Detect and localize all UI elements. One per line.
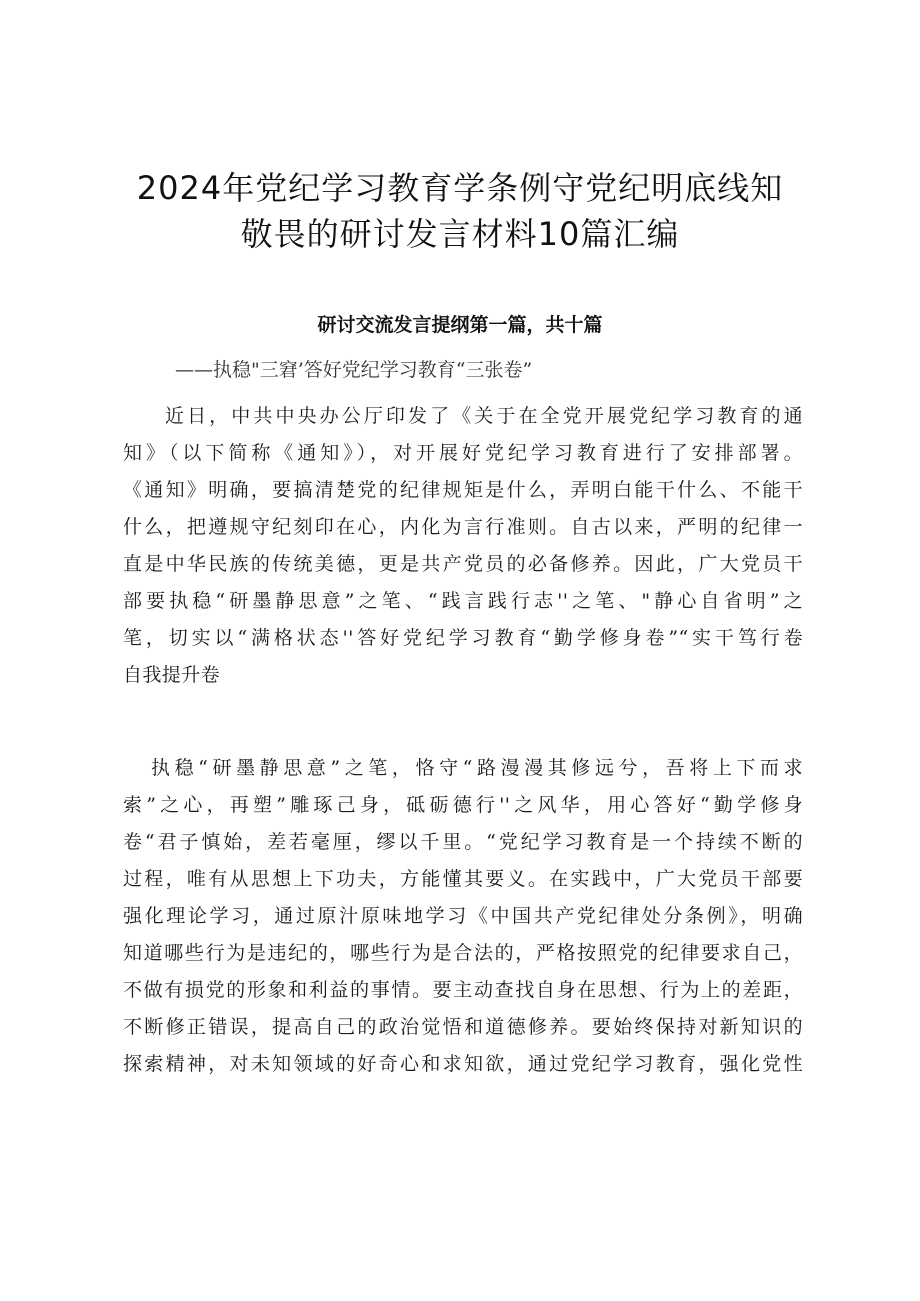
paragraph-line: 《通知》明确，要搞清楚党的纪律规矩是什么，弄明白能干什么、不能干 — [123, 479, 803, 501]
section-subtitle: 研讨交流发言提纲第一篇，共十篇 — [317, 314, 603, 336]
title-line-1: 2024年党纪学习教育学条例守党纪明底线知 — [136, 169, 784, 207]
paragraph-line: 近日，中共中央办公厅印发了《关于在全党开展党纪学习教育的通 — [165, 405, 803, 427]
section-byline: ——执稳"三窘’答好党纪学习教育“三张卷” — [175, 359, 533, 381]
paragraph-line: 索”之心，再塑”雕琢己身，砥砺德行''之风华，用心答好“勤学修身 — [123, 794, 803, 816]
paragraph-1 — [123, 398, 803, 694]
paragraph-line: 探索精神，对未知领域的好奇心和求知欲，通过党纪学习教育，强化党性 — [123, 1053, 803, 1075]
document-title — [0, 165, 920, 257]
paragraph-line: 执稳“研墨静思意”之笔，恪守“路漫漫其修远兮，吾将上下而求 — [151, 757, 803, 779]
paragraph-line: 不断修正错误，提高自己的政治觉悟和道德修养。要始终保持对新知识的 — [123, 1016, 803, 1038]
paragraph-line: 什么，把遵规守纪刻印在心，内化为言行准则。自古以来，严明的纪律一 — [123, 516, 803, 538]
paragraph-line: 强化理论学习，通过原汁原味地学习《中国共产党纪律处分条例》，明确 — [123, 905, 803, 927]
paragraph-line: 知》（以下简称《通知》），对开展好党纪学习教育进行了安排部署。 — [123, 442, 803, 464]
paragraph-line: 自我提升卷 — [123, 664, 221, 686]
paragraph-line: 笔，切实以“满格状态''答好党纪学习教育“勤学修身卷”“实干笃行卷 — [123, 627, 803, 649]
paragraph-line: 卷“君子慎始，差若毫厘，缪以千里。“党纪学习教育是一个持续不断的 — [123, 831, 803, 853]
paragraph-line: 过程，唯有从思想上下功夫，方能懂其要义。在实践中，广大党员干部要 — [123, 868, 803, 890]
paragraph-line: 部要执稳“研墨静思意”之笔、“践言践行志''之笔、"静心自省明”之 — [123, 590, 803, 612]
title-line-2: 敬畏的研讨发言材料10篇汇编 — [240, 215, 680, 253]
paragraph-line: 直是中华民族的传统美德，更是共产党员的必备修养。因此，广大党员干 — [123, 553, 803, 575]
paragraph-line: 不做有损党的形象和利益的事情。要主动查找自身在思想、行为上的差距， — [123, 979, 803, 1001]
paragraph-2 — [123, 750, 803, 1083]
paragraph-line: 知道哪些行为是违纪的，哪些行为是合法的，严格按照党的纪律要求自己， — [123, 942, 803, 964]
